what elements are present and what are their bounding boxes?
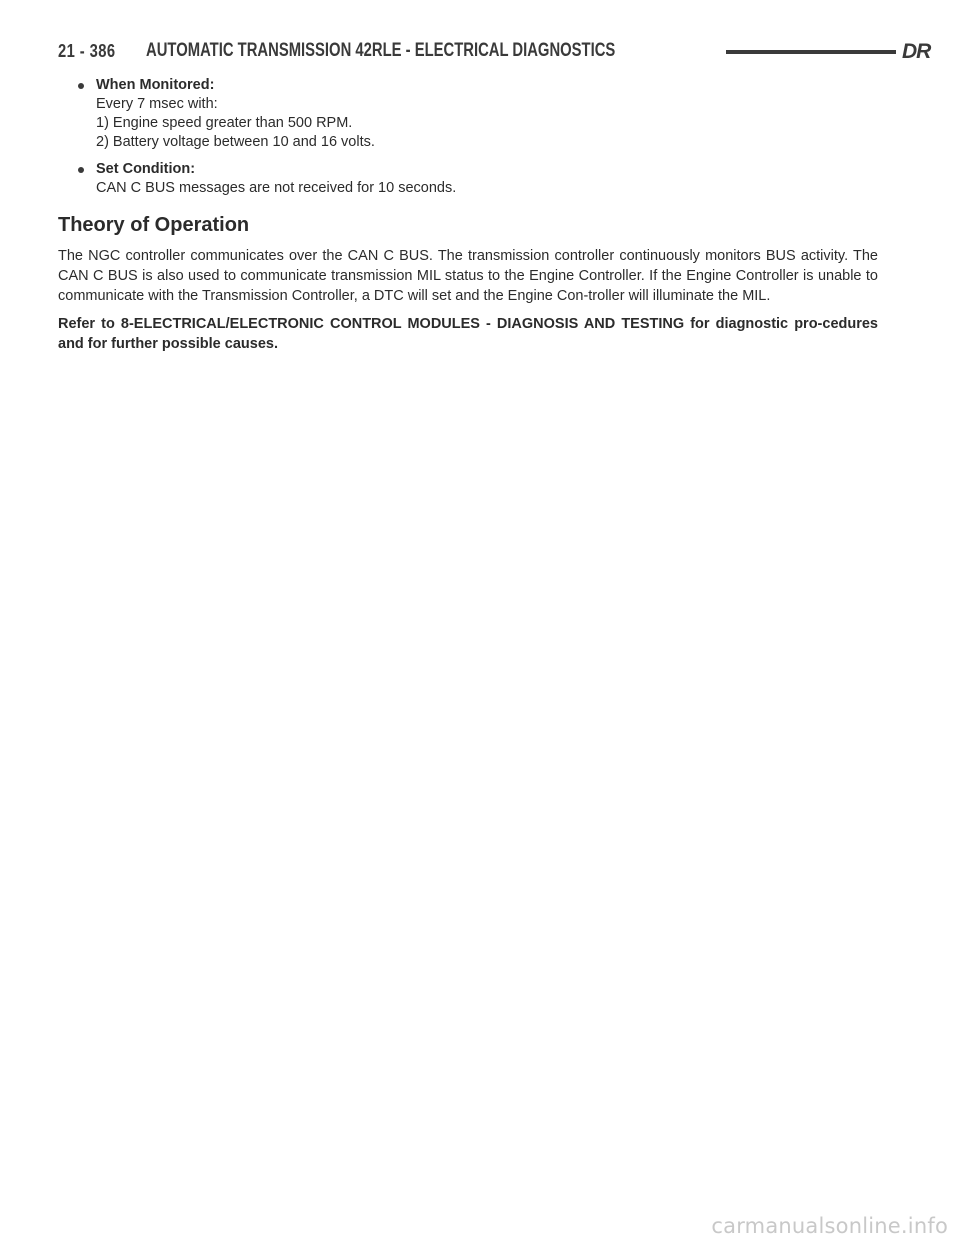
bullet-dot-icon xyxy=(78,167,84,173)
page-header xyxy=(58,38,931,64)
bullet-line: 1) Engine speed greater than 500 RPM. xyxy=(96,115,353,131)
watermark-text: carmanualsonline.info xyxy=(711,1214,948,1238)
page-number: 21 - 386 xyxy=(58,40,116,61)
page-content xyxy=(58,76,878,362)
bullet-title: When Monitored: xyxy=(96,77,215,93)
bullet-set-condition xyxy=(58,160,878,198)
bullet-line: 2) Battery voltage between 10 and 16 volts. xyxy=(96,134,375,150)
model-logo: DR xyxy=(902,40,931,63)
reference-paragraph: Refer to 8-ELECTRICAL/ELECTRONIC CONTROL MODULES - DIAGNOSIS AND TESTING for diagnostic pro-cedures and for further possible causes. xyxy=(58,316,878,352)
chapter-title: AUTOMATIC TRANSMISSION 42RLE - ELECTRICAL DIAGNOSTICS xyxy=(146,40,616,61)
bullet-when-monitored xyxy=(58,76,878,152)
bullet-title: Set Condition: xyxy=(96,161,196,177)
bullet-dot-icon xyxy=(78,83,84,89)
section-title: Theory of Operation xyxy=(58,214,250,236)
bullet-line: CAN C BUS messages are not received for 10 seconds. xyxy=(96,180,457,196)
header-rule xyxy=(726,50,896,54)
bullet-line: Every 7 msec with: xyxy=(96,96,218,112)
theory-paragraph: The NGC controller communicates over the CAN C BUS. The transmission controller continuously monitors BUS activity. The CAN C BUS is also used to communicate transmission MIL status to the Engine Controller. If the Engine Controller is unable to communicate with the Transmission Controller, a DTC will set and the Engine Con-troller will illuminate the MIL. xyxy=(58,248,878,304)
